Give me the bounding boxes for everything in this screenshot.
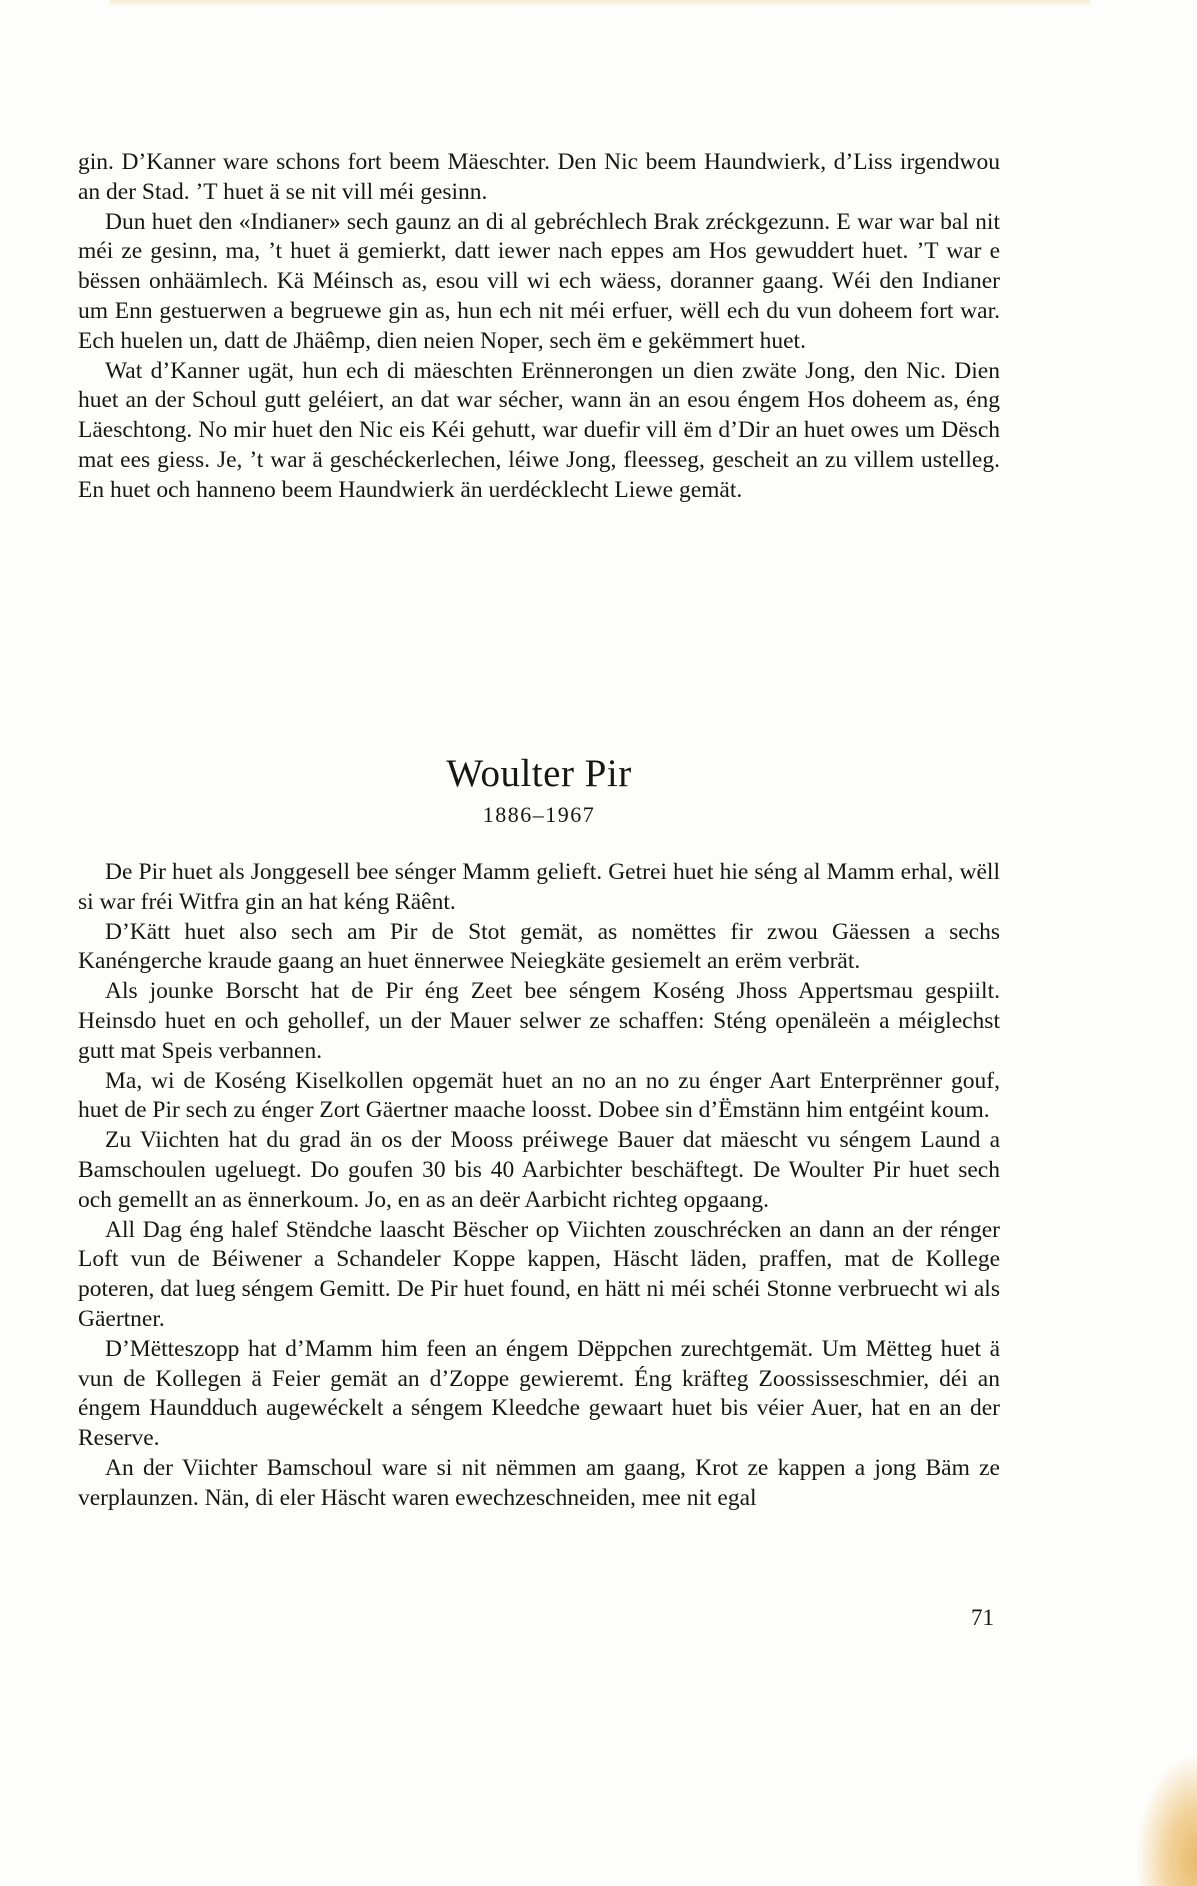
section-years: 1886–1967 bbox=[482, 802, 596, 827]
paragraph: Wat d’Kanner ugät, hun ech di mäeschten Erënnerongen un dien zwäte Jong, den Nic. Dien huet an der Schoul gutt geléiert, an dat war sécher, wann än an esou éngem Hos doheem as, éng Läeschtong. No mir huet den Nic eis Kéi gehutt, war duefir vill ëm d’Dir an huet owes um Dësch mat ees giess. Je, ’t war ä geschéckerlechen, léiwe Jong, fleesseg, gescheit an zu villem ustelleg. En huet och hanneno beem Haundwierk än uerdécklecht Liewe gemät. bbox=[78, 357, 1000, 503]
paragraph: D’Mëtteszopp hat d’Mamm him feen an éngem Dëppchen zurechtgemät. Um Mëtteg huet ä vun de Kollegen ä Feier gemät an d’Zoppe gewieremt. Éng kräfteg Zoossisseschmier, déi an éngem Haundduch augewéckelt a séngem Kleedche gewaart huet bis véier Auer, hat en an der Reserve. bbox=[78, 1335, 1000, 1452]
paragraph: An der Viichter Bamschoul ware si nit nëmmen am gaang, Krot ze kappen a jong Bäm ze verplaunzen. Nän, di eler Häscht waren ewechzeschneiden, mee nit egal bbox=[78, 1454, 1000, 1511]
paragraph: De Pir huet als Jonggesell bee sénger Mamm gelieft. Getrei huet hie séng al Mamm erhal, wëll si war fréi Witfra gin an hat kéng Räênt. bbox=[78, 859, 1000, 915]
continued-text bbox=[78, 148, 1000, 506]
paragraph: Als jounke Borscht hat de Pir éng Zeet bee séngem Koséng Jhoss Appertsmau gespiilt. Heinsdo huet en och gehollef, un der Mauer selwer ze schaffen: Sténg openäleën a méiglechst gutt mat Speis verbannen. bbox=[78, 978, 1000, 1064]
paragraph: gin. D’Kanner ware schons fort beem Mäeschter. Den Nic beem Haundwierk, d’Liss irgendwou an der Stad. ’T huet ä se nit vill méi gesinn. bbox=[78, 149, 1000, 205]
paragraph: Ma, wi de Koséng Kiselkollen opgemät huet an no an no zu énger Aart Enterprënner gouf, huet de Pir sech zu énger Zort Gäertner maache loosst. Dobee sin d’Ëmstänn him entgéint koum. bbox=[78, 1067, 1000, 1124]
paragraph: Dun huet den «Indianer» sech gaunz an di al gebréchlech Brak zréckgezunn. E war war bal nit méi ze gesinn, ma, ’t huet ä gemierkt, datt iewer nach eppes am Hos gewuddert huet. ’T war e bëssen onhäämlech. Kä Méinsch as, esou vill wi ech wäess, doranner gaang. Wéi den Indianer um Enn gestuerwen a begruewe gin as, hun ech nit méi erfuer, wëll ech du vun doheem fort war. Ech huelen un, datt de Jhäêmp, dien neien Noper, sech ëm e gekëmmert huet. bbox=[78, 208, 1000, 354]
page-number: 71 bbox=[971, 1605, 994, 1630]
paragraph: D’Kätt huet also sech am Pir de Stot gemät, as nomëttes fir zwou Gäessen a sechs Kanéngerche kraude gaang an huet ënnerwee Neiegkäte gesiemelt an erëm verbrät. bbox=[78, 918, 1000, 975]
paper-stain-corner bbox=[1137, 1756, 1197, 1886]
paper-stain bbox=[110, 0, 1090, 6]
paragraph: All Dag éng halef Stëndche laascht Bëscher op Viichten zouschrécken an dann an der rénger Loft vun de Béiwener a Schandeler Koppe kappen, Häscht läden, praffen, mat de Kollege poteren, dat lueg séngem Gemitt. De Pir huet found, en hätt ni méi schéi Stonne verbruecht wi als Gäertner. bbox=[78, 1216, 1000, 1332]
section-body bbox=[78, 858, 1000, 1514]
paragraph: Zu Viichten hat du grad än os der Mooss préiwege Bauer dat mäescht vu séngem Laund a Bamschoulen ugeluegt. Do goufen 30 bis 40 Aarbichter beschäftegt. De Woulter Pir huet sech och gemellt an as ënnerkoum. Jo, en as an deër Aarbicht richteg opgaang. bbox=[78, 1127, 1000, 1213]
section-title: Woulter Pir bbox=[446, 752, 632, 795]
